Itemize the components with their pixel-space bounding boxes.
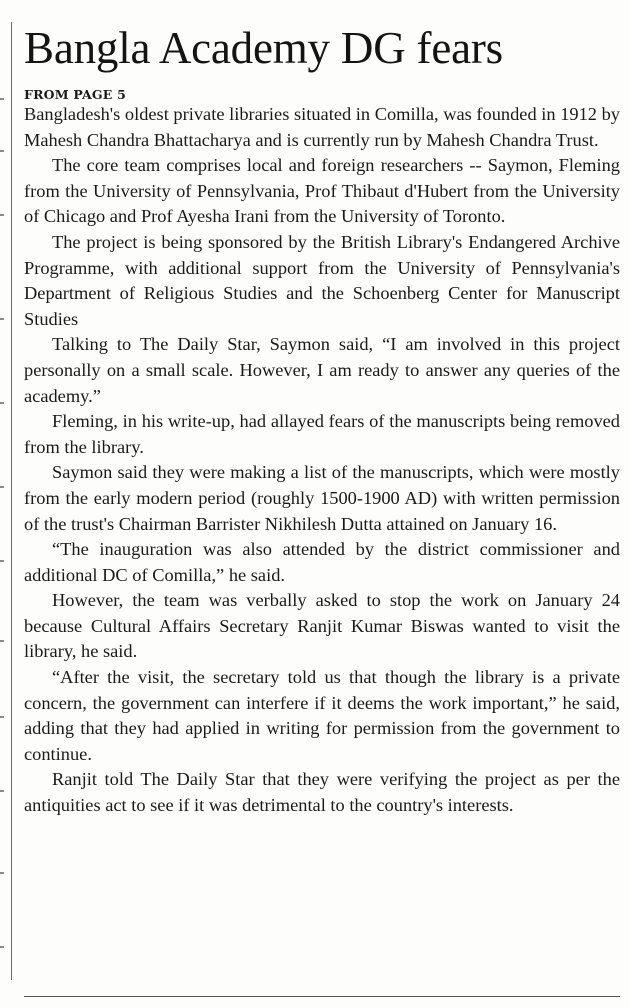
paragraph: The core team comprises local and foreign researchers -- Saymon, Fleming from the University of Pennsylvania, Prof Thibaut d'Hubert from the University of Chicago and Prof Ayesha Irani from the University of Toronto. <box>24 155 620 227</box>
column-divider <box>11 22 12 980</box>
edge-mark <box>0 214 4 216</box>
edge-mark <box>0 640 4 642</box>
headline: Bangla Academy DG fears <box>24 23 503 73</box>
paragraph: Bangladesh's oldest private libraries situated in Comilla, was founded in 1912 by Mahesh Chandra Bhattacharya and is currently run by Mahesh Chandra Trust. <box>24 104 620 150</box>
edge-mark <box>0 402 4 404</box>
paragraph: Talking to The Daily Star, Saymon said, “I am involved in this project personally on a small scale. However, I am ready to answer any queries of the academy.” <box>24 334 620 406</box>
edge-mark <box>0 872 4 874</box>
paragraph: However, the team was verbally asked to stop the work on January 24 because Cultural Affairs Secretary Ranjit Kumar Biswas wanted to visit the library, he said. <box>24 590 620 662</box>
edge-mark <box>0 790 4 792</box>
paragraph: “The inauguration was also attended by the district commissioner and additional DC of Comilla,” he said. <box>24 539 620 585</box>
paragraph: “After the visit, the secretary told us that though the library is a private concern, the government can interfere if it deems the work important,” he said, adding that they had applied in writing for permission from the government to continue. <box>24 667 620 764</box>
edge-mark <box>0 560 4 562</box>
jump-label: FROM PAGE 5 <box>24 87 126 102</box>
article <box>24 22 620 819</box>
bottom-divider <box>24 996 620 997</box>
adjacent-column-edge <box>0 0 6 1008</box>
edge-mark <box>0 486 4 488</box>
edge-mark <box>0 150 4 152</box>
paragraph: Fleming, in his write-up, had allayed fears of the manuscripts being removed from the library. <box>24 411 620 457</box>
paragraph: The project is being sponsored by the British Library's Endangered Archive Programme, with additional support from the University of Pennsylvania's Department of Religious Studies and the Schoenberg Center for Manuscript Studies <box>24 231 620 329</box>
edge-mark <box>0 946 4 948</box>
paragraph: Saymon said they were making a list of the manuscripts, which were mostly from the early modern period (roughly 1500-1900 AD) with written permission of the trust's Chairman Barrister Nikhilesh Dutta attained on January 16. <box>24 462 620 534</box>
article-body <box>24 102 620 819</box>
edge-mark <box>0 318 4 320</box>
edge-mark <box>0 716 4 718</box>
paragraph: Ranjit told The Daily Star that they were verifying the project as per the antiquities act to see if it was detrimental to the country's interests. <box>24 769 620 816</box>
edge-mark <box>0 98 4 100</box>
